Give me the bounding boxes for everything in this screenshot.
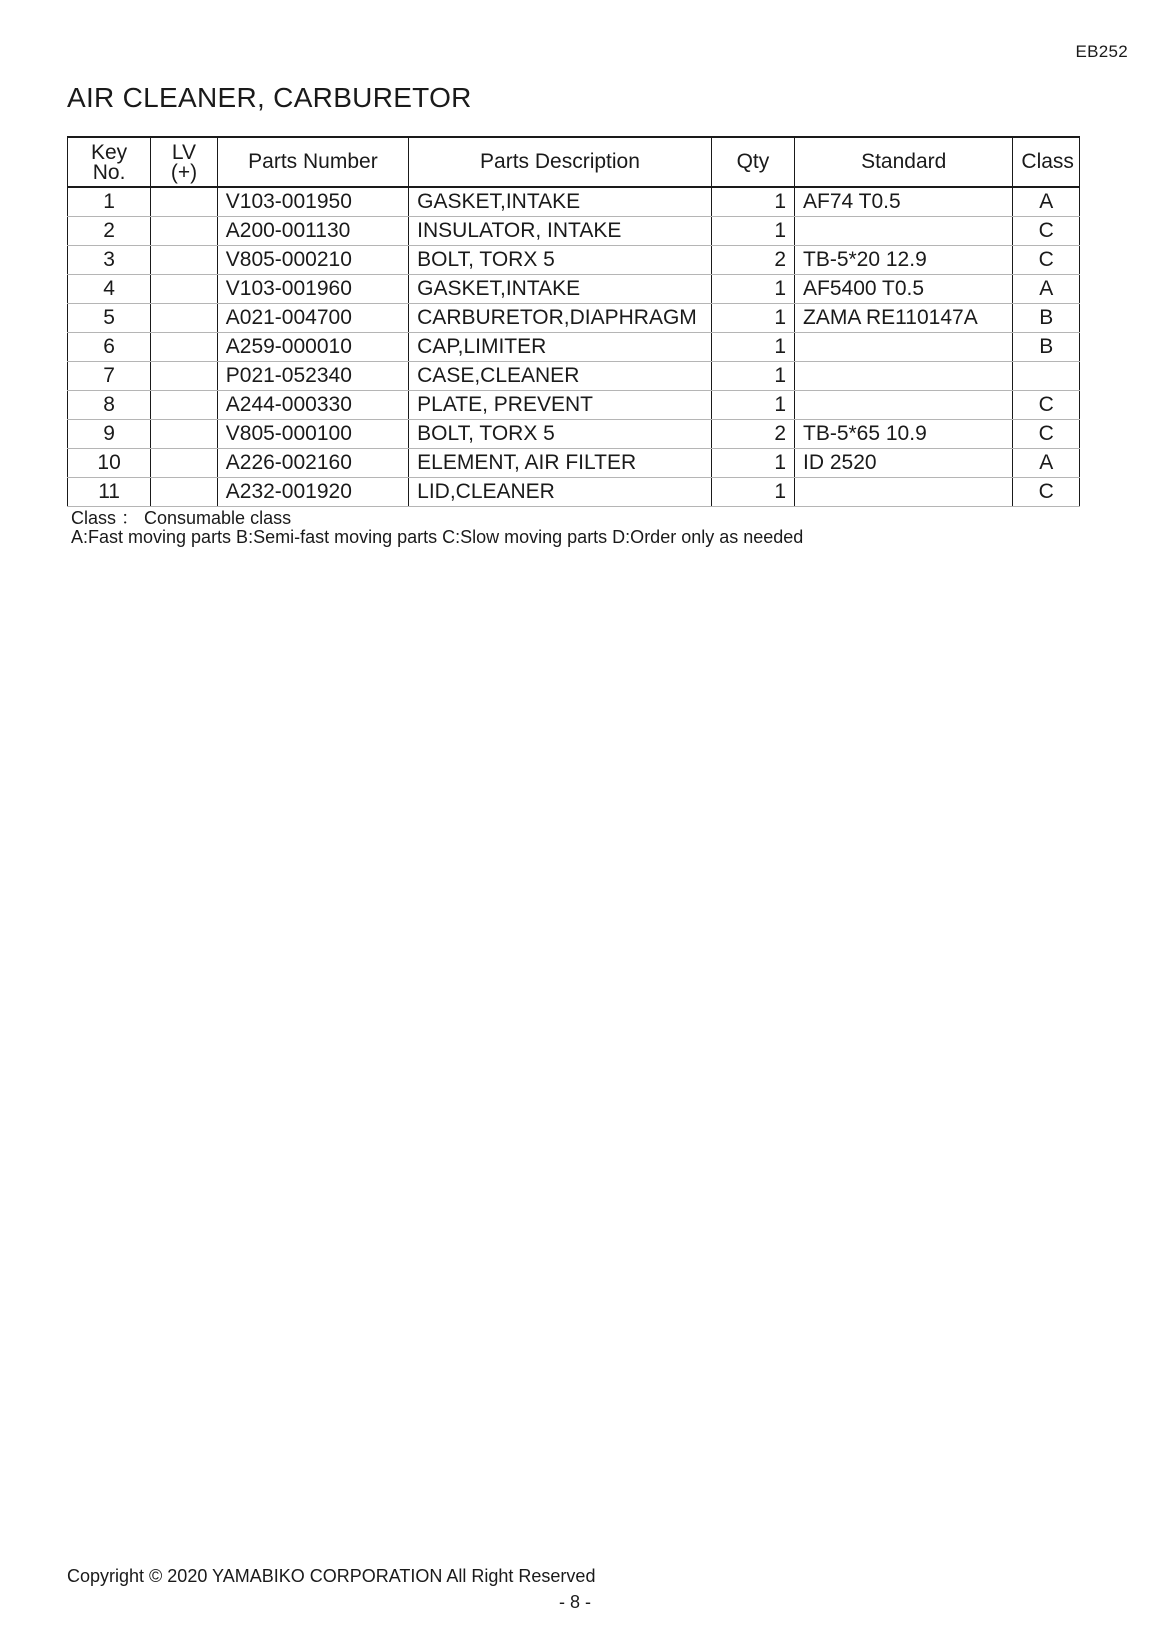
- cell-key: 9: [68, 420, 151, 449]
- cell-key: 8: [68, 391, 151, 420]
- cell-lv: [151, 246, 218, 275]
- cell-parts-number: V103-001960: [217, 275, 408, 304]
- cell-parts-number: P021-052340: [217, 362, 408, 391]
- cell-class: C: [1013, 420, 1080, 449]
- cell-class: C: [1013, 246, 1080, 275]
- table-row: [68, 275, 1080, 304]
- legend-line-2: A:Fast moving parts B:Semi-fast moving parts C:Slow moving parts D:Order only as needed: [71, 527, 804, 547]
- cell-qty: 1: [711, 187, 794, 217]
- cell-description: CARBURETOR,DIAPHRAGM: [409, 304, 712, 333]
- cell-class: A: [1013, 187, 1080, 217]
- table-row: [68, 333, 1080, 362]
- cell-class: C: [1013, 391, 1080, 420]
- cell-class: A: [1013, 449, 1080, 478]
- cell-standard: AF5400 T0.5: [795, 275, 1013, 304]
- table-row: [68, 449, 1080, 478]
- cell-qty: 1: [711, 275, 794, 304]
- table-row: [68, 362, 1080, 391]
- cell-key: 3: [68, 246, 151, 275]
- header-lv: [151, 137, 218, 187]
- cell-parts-number: V805-000100: [217, 420, 408, 449]
- cell-qty: 1: [711, 362, 794, 391]
- cell-standard: [795, 362, 1013, 391]
- cell-key: 4: [68, 275, 151, 304]
- cell-lv: [151, 187, 218, 217]
- page-title: AIR CLEANER, CARBURETOR: [67, 82, 472, 113]
- cell-key: 6: [68, 333, 151, 362]
- cell-class: [1013, 362, 1080, 391]
- cell-qty: 1: [711, 217, 794, 246]
- cell-class: B: [1013, 304, 1080, 333]
- cell-standard: ID 2520: [795, 449, 1013, 478]
- cell-qty: 1: [711, 333, 794, 362]
- header-standard: Standard: [795, 137, 1013, 187]
- cell-standard: TB-5*65 10.9: [795, 420, 1013, 449]
- copyright-notice: Copyright © 2020 YAMABIKO CORPORATION All Right Reserved: [67, 1566, 596, 1586]
- cell-key: 2: [68, 217, 151, 246]
- cell-class: C: [1013, 478, 1080, 507]
- table-row: [68, 391, 1080, 420]
- parts-table: [67, 136, 1080, 507]
- header-parts-number: Parts Number: [217, 137, 408, 187]
- table-row: [68, 187, 1080, 217]
- cell-lv: [151, 217, 218, 246]
- cell-parts-number: V103-001950: [217, 187, 408, 217]
- table-row: [68, 217, 1080, 246]
- header-row: [68, 137, 1080, 187]
- cell-parts-number: A259-000010: [217, 333, 408, 362]
- cell-standard: AF74 T0.5: [795, 187, 1013, 217]
- cell-lv: [151, 420, 218, 449]
- cell-qty: 1: [711, 449, 794, 478]
- cell-standard: [795, 478, 1013, 507]
- cell-description: ELEMENT, AIR FILTER: [409, 449, 712, 478]
- cell-class: A: [1013, 275, 1080, 304]
- table-row: [68, 478, 1080, 507]
- cell-description: CASE,CLEANER: [409, 362, 712, 391]
- cell-qty: 1: [711, 391, 794, 420]
- cell-qty: 1: [711, 304, 794, 333]
- cell-lv: [151, 449, 218, 478]
- header-parts-description: Parts Description: [409, 137, 712, 187]
- cell-standard: TB-5*20 12.9: [795, 246, 1013, 275]
- cell-parts-number: A244-000330: [217, 391, 408, 420]
- cell-parts-number: A200-001130: [217, 217, 408, 246]
- cell-lv: [151, 391, 218, 420]
- cell-key: 10: [68, 449, 151, 478]
- table-row: [68, 246, 1080, 275]
- legend-line-1: Class ： Consumable class: [71, 508, 292, 528]
- header-lv-line2: (+): [170, 161, 198, 184]
- cell-class: C: [1013, 217, 1080, 246]
- header-key-no-line1: Key: [91, 141, 128, 164]
- cell-key: 5: [68, 304, 151, 333]
- cell-standard: ZAMA RE110147A: [795, 304, 1013, 333]
- cell-standard: [795, 217, 1013, 246]
- cell-description: BOLT, TORX 5: [409, 246, 712, 275]
- cell-lv: [151, 333, 218, 362]
- cell-parts-number: A226-002160: [217, 449, 408, 478]
- table-row: [68, 304, 1080, 333]
- cell-standard: [795, 333, 1013, 362]
- page-number: - 8 -: [558, 1592, 591, 1612]
- header-lv-line1: LV: [171, 141, 197, 164]
- cell-standard: [795, 391, 1013, 420]
- cell-lv: [151, 478, 218, 507]
- cell-description: GASKET,INTAKE: [409, 187, 712, 217]
- cell-key: 1: [68, 187, 151, 217]
- cell-key: 11: [68, 478, 151, 507]
- cell-description: INSULATOR, INTAKE: [409, 217, 712, 246]
- table-body: [68, 187, 1080, 507]
- cell-parts-number: A021-004700: [217, 304, 408, 333]
- cell-lv: [151, 304, 218, 333]
- cell-qty: 1: [711, 478, 794, 507]
- class-legend: [71, 509, 803, 547]
- cell-description: PLATE, PREVENT: [409, 391, 712, 420]
- cell-parts-number: A232-001920: [217, 478, 408, 507]
- table-row: [68, 420, 1080, 449]
- header-key-no: [68, 137, 151, 187]
- table-header: [68, 137, 1080, 187]
- header-qty: Qty: [711, 137, 794, 187]
- cell-description: GASKET,INTAKE: [409, 275, 712, 304]
- cell-class: B: [1013, 333, 1080, 362]
- cell-lv: [151, 275, 218, 304]
- cell-description: CAP,LIMITER: [409, 333, 712, 362]
- cell-qty: 2: [711, 420, 794, 449]
- cell-parts-number: V805-000210: [217, 246, 408, 275]
- cell-lv: [151, 362, 218, 391]
- cell-description: BOLT, TORX 5: [409, 420, 712, 449]
- header-key-no-line2: No.: [92, 161, 126, 184]
- cell-key: 7: [68, 362, 151, 391]
- model-code: EB252: [1075, 42, 1128, 61]
- cell-qty: 2: [711, 246, 794, 275]
- header-class: Class: [1013, 137, 1080, 187]
- cell-description: LID,CLEANER: [409, 478, 712, 507]
